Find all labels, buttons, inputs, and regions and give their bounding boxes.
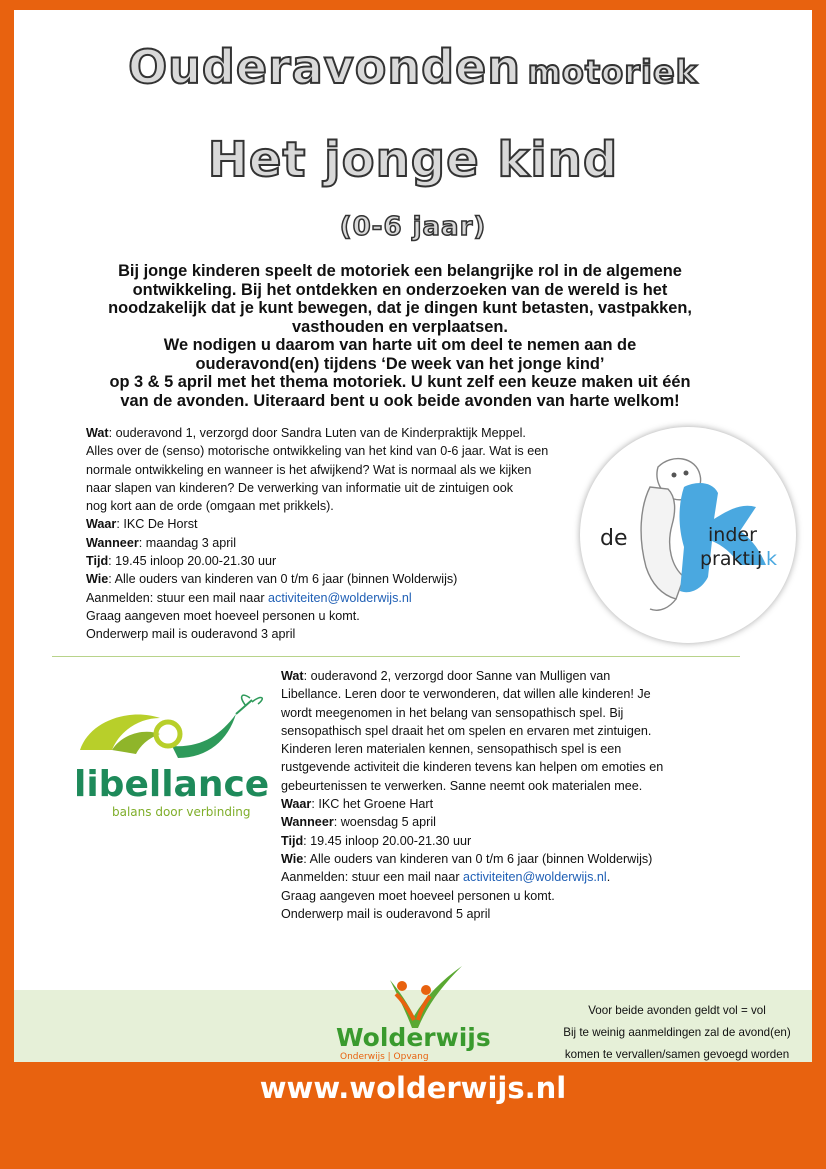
wolderwijs-graphic — [330, 958, 510, 1068]
tijd-label: Tijd — [86, 554, 109, 569]
wanneer-line — [281, 813, 741, 831]
aanmelden-line — [281, 868, 741, 886]
kinderpraktijk-logo — [580, 427, 796, 643]
wie-value: : Alle ouders van kinderen van 0 t/m 6 jaar (binnen Wolderwijs) — [303, 851, 653, 866]
title-het-jonge-kind: Het jonge kind — [207, 132, 619, 188]
waar-line — [86, 515, 616, 533]
evening-2-details — [281, 667, 741, 923]
title-line-1 — [0, 40, 826, 94]
libellance-name: libellance — [74, 764, 270, 805]
wat-line — [86, 424, 616, 442]
wat-text: Alles over de (senso) motorische ontwikkeling van het kind van 0-6 jaar. Wat is een — [86, 444, 549, 459]
intro-line: ontwikkeling. Bij het ontdekken en onderzoeken van de wereld is het — [132, 280, 668, 299]
wie-line — [86, 570, 616, 588]
email-link[interactable]: activiteiten@wolderwijs.nl — [463, 870, 607, 885]
waar-label: Waar — [281, 797, 312, 812]
aanmelden-text: Aanmelden: stuur een mail naar — [86, 590, 269, 605]
intro-line: van de avonden. Uiteraard bent u ook beide avonden van harte welkom! — [120, 391, 680, 410]
wie-label: Wie — [86, 572, 109, 587]
title-ouderavonden: Ouderavonden — [128, 40, 521, 94]
tijd-value: : 19.45 inloop 20.00-21.30 uur — [108, 554, 277, 569]
kp-letter-j: j — [757, 548, 763, 570]
onderwerp-line: Onderwerp mail is ouderavond 3 april — [86, 627, 296, 642]
wanneer-label: Wanneer — [86, 535, 139, 550]
footer-note-line: Bij te weinig aanmeldingen zal de avond(en) — [563, 1026, 791, 1039]
intro-line: vasthouden en verplaatsen. — [292, 317, 508, 336]
aanmelden-end: . — [606, 870, 611, 885]
wolderwijs-logo — [330, 958, 510, 1068]
waar-value: : IKC het Groene Hart — [311, 797, 434, 812]
tijd-value: : 19.45 inloop 20.00-21.30 uur — [303, 833, 472, 848]
wat-text: naar slapen van kinderen? De verwerking van informatie uit de zintuigen ook — [86, 480, 514, 495]
email-link[interactable]: activiteiten@wolderwijs.nl — [268, 590, 412, 605]
wat-line — [281, 667, 741, 685]
title-age-range: (0-6 jaar) — [339, 212, 487, 242]
wat-text: Kinderen leren materialen kennen, sensopathisch spel is een — [281, 742, 622, 757]
wanneer-label: Wanneer — [281, 815, 334, 830]
waar-line — [281, 795, 741, 813]
wat-text: wordt meegenomen in het belang van sensopathisch spel. Bij — [281, 705, 624, 720]
title-motoriek: motoriek — [527, 53, 698, 91]
intro-line: noodzakelijk dat je kunt bewegen, dat je dingen kunt betasten, vastpakken, — [108, 299, 692, 317]
intro-line: ouderavond(en) tijdens ‘De week van het jonge kind’ — [195, 354, 605, 373]
wie-label: Wie — [281, 851, 304, 866]
wanneer-value: : maandag 3 april — [138, 535, 237, 550]
wat-text: sensopathisch spel draait het om spelen en ervaren met zintuigen. — [281, 723, 652, 738]
wat-text: nog kort aan de orde (omgaan met prikkels). — [86, 499, 334, 514]
kp-letter-k: k — [766, 548, 778, 570]
wat-label: Wat — [86, 426, 109, 440]
intro-line: op 3 & 5 april met het thema motoriek. U kunt zelf een keuze maken uit één — [109, 373, 691, 391]
kinderpraktijk-graphic — [580, 427, 796, 643]
kp-word-de: de — [600, 526, 628, 551]
wie-value: : Alle ouders van kinderen van 0 t/m 6 jaar (binnen Wolderwijs) — [108, 572, 458, 587]
wat-text: : ouderavond 1, verzorgd door Sandra Luten van de Kinderpraktijk Meppel. — [108, 426, 526, 440]
wat-text: normale ontwikkeling en wanneer is het afwijkend? Wat is normaal als we kijken — [86, 462, 532, 477]
libellance-logo — [60, 690, 275, 830]
wanneer-value: : woensdag 5 april — [333, 815, 436, 830]
kp-word-inder: inder — [708, 524, 757, 546]
footer-note — [548, 1000, 806, 1066]
libellance-graphic — [60, 690, 275, 830]
graag-line: Graag aangeven moet hoeveel personen u komt. — [86, 608, 360, 623]
waar-value: : IKC De Horst — [116, 517, 198, 532]
aanmelden-line — [86, 589, 616, 607]
aanmelden-text: Aanmelden: stuur een mail naar — [281, 870, 464, 885]
section-divider — [52, 656, 740, 657]
waar-label: Waar — [86, 517, 117, 532]
tijd-label: Tijd — [281, 833, 304, 848]
onderwerp-line: Onderwerp mail is ouderavond 5 april — [281, 906, 491, 921]
tijd-line — [86, 552, 616, 570]
wat-text: : ouderavond 2, verzorgd door Sanne van Mulligen van — [303, 669, 611, 683]
footer-note-line: Voor beide avonden geldt vol = vol — [588, 1004, 766, 1017]
intro-line: We nodigen u daarom van harte uit om deel te nemen aan de — [163, 336, 637, 354]
wat-label: Wat — [281, 669, 304, 683]
wie-line — [281, 850, 741, 868]
kp-word-prakti: prakti — [700, 548, 756, 570]
intro-line: Bij jonge kinderen speelt de motoriek een belangrijke rol in de algemene — [118, 262, 682, 280]
tijd-line — [281, 832, 741, 850]
footer-note-line: komen te vervallen/samen gevoegd worden — [564, 1048, 790, 1061]
wolderwijs-name: Wolderwijs — [336, 1023, 491, 1052]
evening-1-details — [86, 424, 616, 644]
wat-text: rustgevende activiteit die kinderen tevens kan helpen om emoties en — [281, 760, 664, 775]
wat-text: gebeurtenissen te verwerken. Sanne neemt ook materialen mee. — [281, 778, 643, 793]
wanneer-line — [86, 534, 616, 552]
libellance-tagline: balans door verbinding — [112, 805, 251, 819]
wolderwijs-tagline: Onderwijs | Opvang — [340, 1052, 429, 1062]
graag-line: Graag aangeven moet hoeveel personen u komt. — [281, 888, 555, 903]
wat-text: Libellance. Leren door te verwonderen, dat willen alle kinderen! Je — [281, 687, 651, 702]
website-link[interactable]: www.wolderwijs.nl — [259, 1071, 567, 1105]
intro-text — [70, 262, 730, 410]
